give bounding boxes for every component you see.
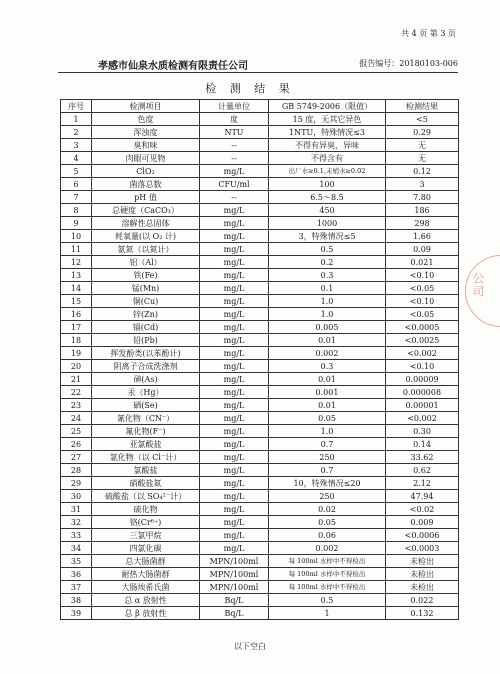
table-row <box>61 230 459 243</box>
cell-limit: 10，特殊情况≤20 <box>269 477 386 490</box>
cell-item: 总 β 放射性 <box>92 607 200 620</box>
cell-unit: mg/L <box>200 308 269 321</box>
cell-unit: mg/L <box>200 282 269 295</box>
col-header-result: 检测结果 <box>386 100 459 113</box>
table-row <box>61 191 459 204</box>
table-row <box>61 269 459 282</box>
cell-limit: 0.005 <box>269 321 386 334</box>
table-header-row <box>61 100 459 113</box>
cell-index: 7 <box>61 191 92 204</box>
cell-limit: 1.0 <box>269 425 386 438</box>
cell-limit: 不得有异臭，异味 <box>269 139 386 152</box>
cell-index: 31 <box>61 503 92 516</box>
cell-limit: 450 <box>269 204 386 217</box>
cell-limit: 0.05 <box>269 412 386 425</box>
cell-index: 34 <box>61 542 92 555</box>
cell-limit: 出厂水≥0.1,末梢水≥0.02 <box>269 165 386 178</box>
cell-index: 32 <box>61 516 92 529</box>
table-row <box>61 438 459 451</box>
cell-index: 28 <box>61 464 92 477</box>
cell-result: <0.10 <box>386 295 459 308</box>
table-row <box>61 425 459 438</box>
cell-index: 15 <box>61 295 92 308</box>
cell-result: 未检出 <box>386 568 459 581</box>
cell-item: 铬(Cr⁶⁺) <box>92 516 200 529</box>
cell-result: <0.02 <box>386 503 459 516</box>
cell-limit: 每 100ml 水样中不得检出 <box>269 568 386 581</box>
cell-unit: mg/L <box>200 360 269 373</box>
cell-result: 7.80 <box>386 191 459 204</box>
cell-unit: mg/L <box>200 373 269 386</box>
cell-limit: 0.01 <box>269 399 386 412</box>
cell-index: 37 <box>61 581 92 594</box>
table-row <box>61 516 459 529</box>
cell-result: 0.00001 <box>386 399 459 412</box>
cell-result: 0.09 <box>386 243 459 256</box>
cell-limit: 100 <box>269 178 386 191</box>
cell-index: 21 <box>61 373 92 386</box>
table-row <box>61 308 459 321</box>
cell-unit: MPN/100ml <box>200 555 269 568</box>
cell-result: <0.002 <box>386 347 459 360</box>
cell-unit: mg/L <box>200 451 269 464</box>
cell-item: 挥发酚类(以苯酚计) <box>92 347 200 360</box>
cell-unit: mg/L <box>200 438 269 451</box>
cell-index: 10 <box>61 230 92 243</box>
cell-result: 0.021 <box>386 256 459 269</box>
cell-item: 菌落总数 <box>92 178 200 191</box>
cell-item: ClO₂ <box>92 165 200 178</box>
table-row <box>61 594 459 607</box>
cell-result: 无 <box>386 152 459 165</box>
cell-result: <5 <box>386 113 459 126</box>
cell-result: 0.62 <box>386 464 459 477</box>
table-row <box>61 399 459 412</box>
cell-limit: 0.01 <box>269 334 386 347</box>
cell-item: 总 α 放射性 <box>92 594 200 607</box>
table-row <box>61 581 459 594</box>
cell-limit: 15 度，无其它异色 <box>269 113 386 126</box>
cell-index: 27 <box>61 451 92 464</box>
cell-limit: 0.002 <box>269 347 386 360</box>
col-header-item: 检测项目 <box>92 100 200 113</box>
cell-unit: MPN/100ml <box>200 581 269 594</box>
cell-result: 298 <box>386 217 459 230</box>
cell-limit: 250 <box>269 490 386 503</box>
table-row <box>61 256 459 269</box>
cell-unit: mg/L <box>200 347 269 360</box>
cell-result: <0.05 <box>386 282 459 295</box>
table-row <box>61 373 459 386</box>
cell-limit: 0.05 <box>269 516 386 529</box>
cell-item: 氰化物（CN⁻） <box>92 412 200 425</box>
table-row <box>61 113 459 126</box>
table-row <box>61 204 459 217</box>
table-row <box>61 490 459 503</box>
table-row <box>61 360 459 373</box>
cell-limit: 0.06 <box>269 529 386 542</box>
cell-limit: 0.001 <box>269 386 386 399</box>
col-header-index: 序号 <box>61 100 92 113</box>
cell-index: 29 <box>61 477 92 490</box>
table-row <box>61 165 459 178</box>
company-name: 孝感市仙泉水质检测有限责任公司 <box>98 61 248 72</box>
cell-unit: mg/L <box>200 425 269 438</box>
page-info: 共 4 页 第 3 页 <box>401 29 456 38</box>
page-title: 检 测 结 果 <box>205 82 295 95</box>
table-row <box>61 386 459 399</box>
cell-unit: CFU/ml <box>200 178 269 191</box>
cell-limit: 0.5 <box>269 594 386 607</box>
cell-unit: mg/L <box>200 399 269 412</box>
cell-index: 2 <box>61 126 92 139</box>
table-row <box>61 412 459 425</box>
cell-limit: 0.3 <box>269 269 386 282</box>
cell-item: 耗氧量(以 O₂ 计) <box>92 230 200 243</box>
cell-unit: mg/L <box>200 464 269 477</box>
cell-unit: mg/L <box>200 204 269 217</box>
cell-result: 0.12 <box>386 165 459 178</box>
cell-unit: mg/L <box>200 243 269 256</box>
cell-item: 砷(As) <box>92 373 200 386</box>
cell-item: 色度 <box>92 113 200 126</box>
cell-limit: 6.5～8.5 <box>269 191 386 204</box>
cell-item: 溶解性总固体 <box>92 217 200 230</box>
cell-unit: mg/L <box>200 503 269 516</box>
cell-result: 未检出 <box>386 581 459 594</box>
cell-result: <0.0006 <box>386 529 459 542</box>
cell-index: 25 <box>61 425 92 438</box>
table-row <box>61 503 459 516</box>
cell-result: <0.0003 <box>386 542 459 555</box>
cell-index: 14 <box>61 282 92 295</box>
cell-index: 4 <box>61 152 92 165</box>
cell-unit: mg/L <box>200 516 269 529</box>
table-row <box>61 568 459 581</box>
table-row <box>61 217 459 230</box>
cell-result: 33.62 <box>386 451 459 464</box>
cell-unit: mg/L <box>200 529 269 542</box>
cell-limit: 1000 <box>269 217 386 230</box>
cell-index: 1 <box>61 113 92 126</box>
cell-item: 三氯甲烷 <box>92 529 200 542</box>
cell-unit: 度 <box>200 113 269 126</box>
cell-item: 硫化物 <box>92 503 200 516</box>
cell-unit: mg/L <box>200 386 269 399</box>
cell-limit: 0.2 <box>269 256 386 269</box>
table-row <box>61 464 459 477</box>
cell-limit: 1 <box>269 607 386 620</box>
cell-index: 13 <box>61 269 92 282</box>
cell-unit: mg/L <box>200 165 269 178</box>
table-row <box>61 139 459 152</box>
cell-item: 汞（Hg） <box>92 386 200 399</box>
cell-limit: 0.7 <box>269 438 386 451</box>
col-header-limit: GB 5749-2006（限值） <box>269 100 386 113</box>
table-row <box>61 334 459 347</box>
cell-result: <0.10 <box>386 360 459 373</box>
cell-unit: mg/L <box>200 230 269 243</box>
cell-index: 3 <box>61 139 92 152</box>
cell-result: <0.0025 <box>386 334 459 347</box>
cell-unit: Bq/L <box>200 594 269 607</box>
cell-item: 亚氯酸盐 <box>92 438 200 451</box>
cell-item: 硫酸盐（以 SO₄²⁻计） <box>92 490 200 503</box>
cell-index: 24 <box>61 412 92 425</box>
cell-unit: -- <box>200 152 269 165</box>
cell-unit: mg/L <box>200 295 269 308</box>
table-row <box>61 321 459 334</box>
cell-item: 镉(Cd) <box>92 321 200 334</box>
cell-result: 0.009 <box>386 516 459 529</box>
cell-index: 17 <box>61 321 92 334</box>
col-header-unit: 计量单位 <box>200 100 269 113</box>
cell-index: 23 <box>61 399 92 412</box>
cell-item: 阴离子合成洗涤剂 <box>92 360 200 373</box>
cell-index: 39 <box>61 607 92 620</box>
results-table <box>60 99 459 620</box>
cell-limit: 250 <box>269 451 386 464</box>
cell-result: 0.000008 <box>386 386 459 399</box>
table-body <box>61 113 459 620</box>
cell-unit: mg/L <box>200 334 269 347</box>
cell-item: 硒(Se) <box>92 399 200 412</box>
cell-item: 氨氮（以氮计） <box>92 243 200 256</box>
cell-unit: mg/L <box>200 269 269 282</box>
cell-limit: 不得含有 <box>269 152 386 165</box>
footer-note: 以下空白 <box>234 642 266 651</box>
table-row <box>61 529 459 542</box>
cell-index: 35 <box>61 555 92 568</box>
table-row <box>61 555 459 568</box>
cell-index: 11 <box>61 243 92 256</box>
cell-index: 38 <box>61 594 92 607</box>
cell-limit: 1.0 <box>269 295 386 308</box>
cell-unit: Bq/L <box>200 607 269 620</box>
cell-result: 1.66 <box>386 230 459 243</box>
table-row <box>61 295 459 308</box>
cell-limit: 0.1 <box>269 282 386 295</box>
cell-unit: mg/L <box>200 321 269 334</box>
cell-limit: 1.0 <box>269 308 386 321</box>
cell-result: 3 <box>386 178 459 191</box>
cell-item: 氯酸盐 <box>92 464 200 477</box>
cell-item: 浑浊度 <box>92 126 200 139</box>
company-seal-text: 公司 <box>471 272 485 298</box>
cell-unit: mg/L <box>200 217 269 230</box>
cell-item: 大肠埃希氏菌 <box>92 581 200 594</box>
cell-result: 0.00009 <box>386 373 459 386</box>
cell-item: pH 值 <box>92 191 200 204</box>
cell-result: 未检出 <box>386 555 459 568</box>
table-row <box>61 126 459 139</box>
cell-item: 铅(Pb) <box>92 334 200 347</box>
table-row <box>61 243 459 256</box>
cell-unit: mg/L <box>200 477 269 490</box>
cell-limit: 1NTU，特殊情况≤3 <box>269 126 386 139</box>
cell-result: 无 <box>386 139 459 152</box>
cell-item: 锰(Mn) <box>92 282 200 295</box>
cell-index: 9 <box>61 217 92 230</box>
cell-result: 47.94 <box>386 490 459 503</box>
cell-item: 肉眼可见物 <box>92 152 200 165</box>
cell-item: 铝（Al） <box>92 256 200 269</box>
cell-unit: mg/L <box>200 490 269 503</box>
header-divider <box>58 72 458 73</box>
cell-unit: mg/L <box>200 542 269 555</box>
cell-result: 0.30 <box>386 425 459 438</box>
report-number: 报告编号：20180103-006 <box>359 59 458 68</box>
cell-result: <0.0005 <box>386 321 459 334</box>
cell-index: 8 <box>61 204 92 217</box>
cell-item: 铜(Cu) <box>92 295 200 308</box>
cell-unit: -- <box>200 139 269 152</box>
cell-index: 22 <box>61 386 92 399</box>
cell-result: 0.022 <box>386 594 459 607</box>
table-row <box>61 347 459 360</box>
cell-result: 0.132 <box>386 607 459 620</box>
cell-index: 30 <box>61 490 92 503</box>
cell-limit: 每 100ml 水样中不得检出 <box>269 555 386 568</box>
cell-result: <0.10 <box>386 269 459 282</box>
cell-item: 臭和味 <box>92 139 200 152</box>
cell-index: 36 <box>61 568 92 581</box>
cell-index: 33 <box>61 529 92 542</box>
cell-limit: 每 100ml 水样中不得检出 <box>269 581 386 594</box>
cell-index: 6 <box>61 178 92 191</box>
cell-limit: 0.02 <box>269 503 386 516</box>
cell-index: 5 <box>61 165 92 178</box>
table-row <box>61 451 459 464</box>
cell-unit: mg/L <box>200 256 269 269</box>
cell-unit: mg/L <box>200 412 269 425</box>
table-row <box>61 178 459 191</box>
cell-result: 0.14 <box>386 438 459 451</box>
cell-item: 氟化物(F⁻) <box>92 425 200 438</box>
cell-item: 四氯化碳 <box>92 542 200 555</box>
cell-item: 总硬度（CaCO₃） <box>92 204 200 217</box>
cell-index: 19 <box>61 347 92 360</box>
cell-unit: MPN/100ml <box>200 568 269 581</box>
table-row <box>61 542 459 555</box>
cell-result: <0.002 <box>386 412 459 425</box>
cell-index: 12 <box>61 256 92 269</box>
cell-result: <0.05 <box>386 308 459 321</box>
cell-limit: 0.002 <box>269 542 386 555</box>
cell-result: 0.29 <box>386 126 459 139</box>
cell-limit: 0.3 <box>269 360 386 373</box>
table-row <box>61 152 459 165</box>
cell-result: 186 <box>386 204 459 217</box>
cell-item: 锌(Zn) <box>92 308 200 321</box>
cell-item: 总大肠菌群 <box>92 555 200 568</box>
cell-item: 铁(Fe) <box>92 269 200 282</box>
cell-unit: NTU <box>200 126 269 139</box>
cell-index: 26 <box>61 438 92 451</box>
cell-index: 18 <box>61 334 92 347</box>
cell-item: 硝酸盐氮 <box>92 477 200 490</box>
cell-item: 耐热大肠菌群 <box>92 568 200 581</box>
cell-index: 20 <box>61 360 92 373</box>
cell-limit: 0.01 <box>269 373 386 386</box>
cell-index: 16 <box>61 308 92 321</box>
table-row <box>61 282 459 295</box>
cell-limit: 0.5 <box>269 243 386 256</box>
cell-limit: 3，特殊情况≤5 <box>269 230 386 243</box>
table-row <box>61 477 459 490</box>
cell-limit: 0.7 <box>269 464 386 477</box>
table-row <box>61 607 459 620</box>
cell-result: 2.12 <box>386 477 459 490</box>
cell-item: 氯化物（以 Cl⁻计） <box>92 451 200 464</box>
cell-unit: -- <box>200 191 269 204</box>
